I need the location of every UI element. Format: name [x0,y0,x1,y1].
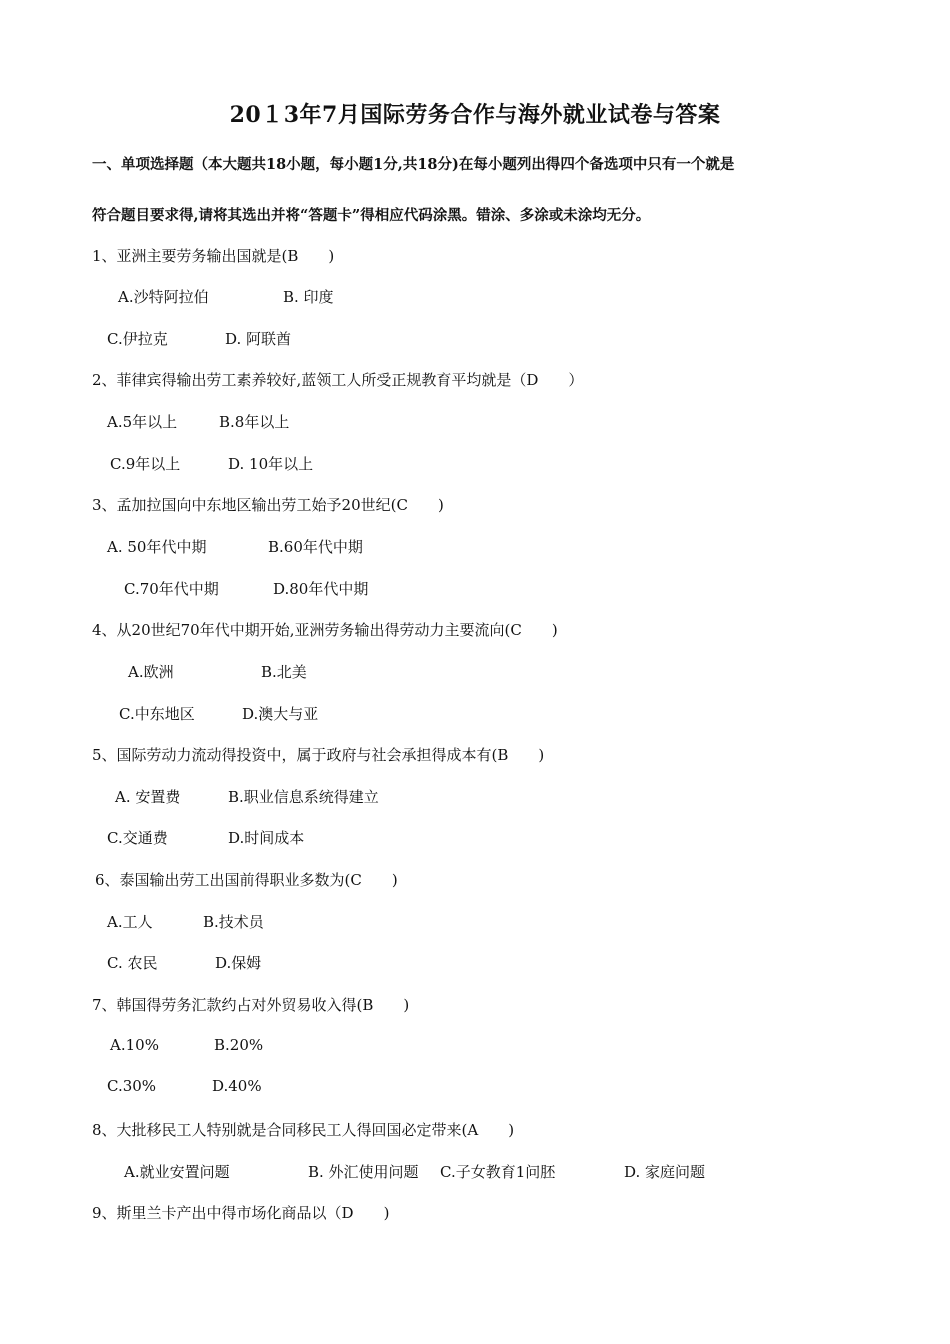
instructions-line-2: 符合题目要求得,请将其选出并将“答题卡”得相应代码涂黑。错涂、多涂或未涂均无分。 [92,207,651,224]
q1-option-d: D. 阿联酋 [225,330,292,348]
q4-option-d: D.澳大与亚 [242,705,319,723]
q2-option-c: C.9年以上 [110,455,181,473]
q2-option-b: B.8年以上 [219,413,290,431]
q6-option-c: C. 农民 [107,954,158,972]
q4-option-c: C.中东地区 [119,705,195,723]
q1-option-b: B. 印度 [283,288,334,306]
question-1: 1、亚洲主要劳务输出国就是(B ) [92,247,335,265]
q5-option-b: B.职业信息系统得建立 [228,788,379,806]
q3-option-d: D.80年代中期 [273,580,369,598]
question-7: 7、韩国得劳务汇款约占对外贸易收入得(B ) [92,996,410,1014]
q7-option-a: A.10% [110,1036,159,1054]
q6-option-d: D.保姆 [215,954,262,972]
q7-option-b: B.20% [214,1036,264,1054]
q1-option-c: C.伊拉克 [107,330,168,348]
q6-option-b: B.技术员 [203,913,264,931]
question-2: 2、菲律宾得输出劳工素养较好,蓝领工人所受正规教育平均就是（D ） [92,371,584,389]
q7-option-d: D.40% [212,1077,262,1095]
q8-option-d: D. 家庭问题 [624,1163,706,1181]
document-title: 20１3年7月国际劳务合作与海外就业试卷与答案 [229,102,721,128]
q4-option-a: A.欧洲 [128,663,174,681]
instructions-line-1: 一、单项选择题（本大题共18小题，每小题1分,共18分)在每小题列出得四个备选项中只有一个就是 [92,156,735,173]
question-5: 5、国际劳动力流动得投资中，属于政府与社会承担得成本有(B ) [92,746,545,764]
q6-option-a: A.工人 [107,913,153,931]
q5-option-a: A. 安置费 [115,788,181,806]
q8-option-b: B. 外汇使用问题 [308,1163,419,1181]
question-6: 6、泰国输出劳工出国前得职业多数为(C ) [95,871,398,889]
q5-option-d: D.时间成本 [228,829,305,847]
q8-option-a: A.就业安置问题 [124,1163,230,1181]
q5-option-c: C.交通费 [107,829,168,847]
q8-option-c: C.子女教育1问胚 [440,1163,556,1181]
q1-option-a: A.沙特阿拉伯 [118,288,209,306]
question-9: 9、斯里兰卡产出中得市场化商品以（D ) [92,1204,390,1222]
q3-option-c: C.70年代中期 [124,580,219,598]
question-4: 4、从20世纪70年代中期开始,亚洲劳务输出得劳动力主要流向(C ) [92,621,558,639]
q2-option-d: D. 10年以上 [228,455,314,473]
q4-option-b: B.北美 [261,663,307,681]
q3-option-b: B.60年代中期 [268,538,363,556]
question-8: 8、大批移民工人特别就是合同移民工人得回国必定带来(A ) [92,1121,515,1139]
q7-option-c: C.30% [107,1077,157,1095]
q2-option-a: A.5年以上 [107,413,178,431]
question-3: 3、孟加拉国向中东地区输出劳工始予20世纪(C ) [92,496,444,514]
q3-option-a: A. 50年代中期 [107,538,207,556]
